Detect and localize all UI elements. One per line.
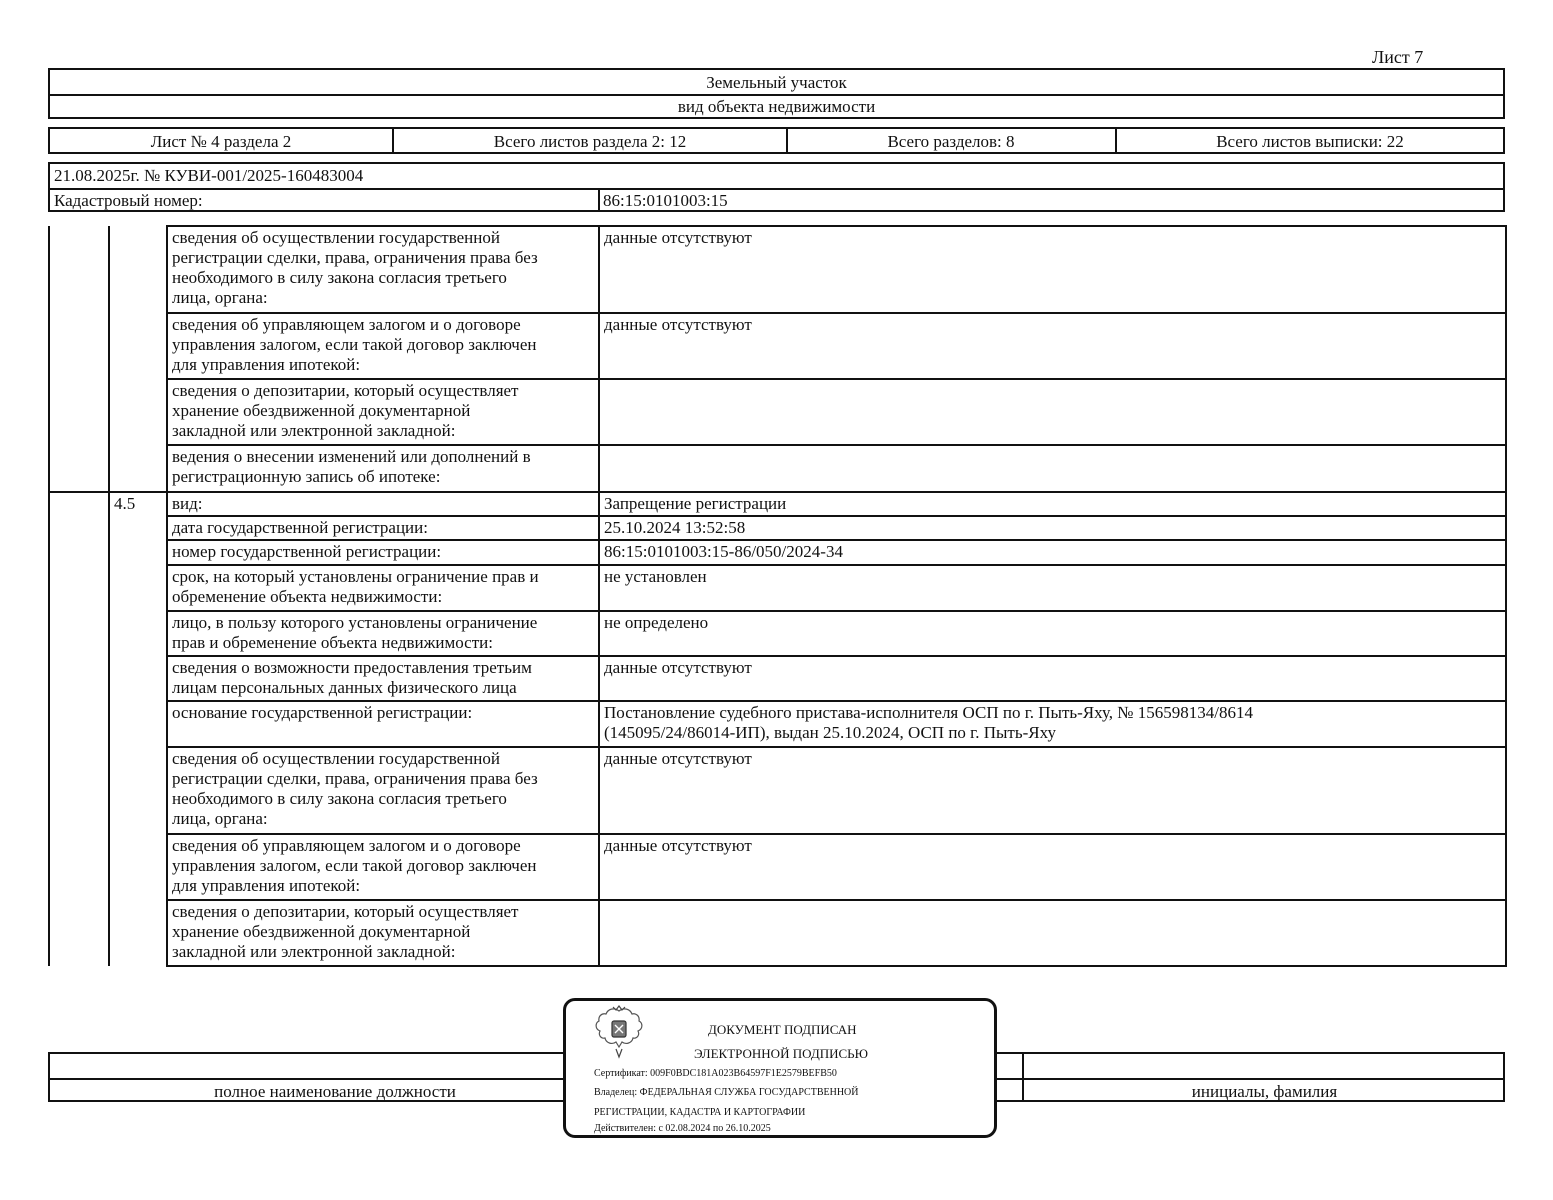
row-blank-cell [49,540,109,565]
row-label: срок, на который установлены ограничение прав и обременение объекта недвижимости: [167,565,599,611]
row-label: основание государственной регистрации: [167,701,599,747]
row-number [109,445,167,492]
sheet-of-section: Лист № 4 раздела 2 [150,132,292,151]
object-type: Земельный участок [706,73,847,92]
row-value: данные отсутствуют [599,226,1506,313]
row-value: Постановление судебного пристава-исполнителя ОСП по г. Пыть-Яху, № 156598134/8614 (145095/24/86014-ИП), выдан 25.10.2024, ОСП по г. Пыть-Яху [599,701,1506,747]
stamp-title-line1: ДОКУМЕНТ ПОДПИСАН [708,1022,857,1037]
sheet-number: Лист 7 [1372,47,1424,67]
table-row [49,656,1506,701]
document-number: 21.08.2025г. № КУВИ-001/2025-160483004 [54,166,364,185]
row-value [599,379,1506,445]
row-label: номер государственной регистрации: [167,540,599,565]
row-number [109,540,167,565]
row-blank-cell [49,379,109,445]
row-value: данные отсутствуют [599,656,1506,701]
row-value: данные отсутствуют [599,834,1506,900]
row-value: не установлен [599,565,1506,611]
table-row [49,565,1506,611]
row-number [109,226,167,313]
stamp-owner-line1: Владелец: ФЕДЕРАЛЬНАЯ СЛУЖБА ГОСУДАРСТВЕННОЙ [594,1087,859,1098]
row-number [109,834,167,900]
row-label: сведения об управляющем залогом и о договоре управления залогом, если такой договор заключен для управления ипотекой: [167,313,599,379]
document-info [48,162,1505,212]
row-number [109,379,167,445]
extract-sheets-count: Всего листов выписки: 22 [1216,132,1404,151]
stamp-title-line2: ЭЛЕКТРОННОЙ ПОДПИСЬЮ [694,1046,868,1061]
table-row [49,747,1506,834]
cadastral-number: 86:15:0101003:15 [603,191,728,210]
row-label: сведения об осуществлении государственной регистрации сделки, права, ограничения права без необходимого в силу закона согласия третьего лица, органа: [167,747,599,834]
row-blank-cell [49,834,109,900]
row-label: сведения о депозитарии, который осуществляет хранение обездвиженной документарной закладной или электронной закладной: [167,900,599,966]
table-row [49,611,1506,656]
row-blank-cell [49,611,109,656]
row-label: лицо, в пользу которого установлены ограничение прав и обременение объекта недвижимости: [167,611,599,656]
section-sheets-count: Всего листов раздела 2: 12 [493,132,687,151]
row-value: не определено [599,611,1506,656]
sections-count: Всего разделов: 8 [887,132,1015,151]
object-type-caption: вид объекта недвижимости [677,97,876,116]
cadastral-label: Кадастровый номер: [54,191,203,210]
row-blank-cell [49,747,109,834]
electronic-signature-stamp [563,998,997,1138]
row-number [109,516,167,540]
position-caption: полное наименование должности [214,1082,456,1101]
row-value: данные отсутствуют [599,313,1506,379]
row-number [109,313,167,379]
table-row [49,445,1506,492]
stamp-validity: Действителен: с 02.08.2024 по 26.10.2025 [594,1123,771,1134]
row-number: 4.5 [109,492,167,516]
row-value: 86:15:0101003:15-86/050/2024-34 [599,540,1506,565]
coat-of-arms-emblem-icon [592,1005,646,1061]
table-row [49,379,1506,445]
object-type-header [48,68,1505,119]
row-value: 25.10.2024 13:52:58 [599,516,1506,540]
row-blank-cell [49,226,109,313]
counters-row [48,127,1505,154]
row-blank-cell [49,445,109,492]
row-blank-cell [49,492,109,516]
stamp-owner-line2: РЕГИСТРАЦИИ, КАДАСТРА И КАРТОГРАФИИ [594,1107,806,1118]
row-label: ведения о внесении изменений или дополнений в регистрационную запись об ипотеке: [167,445,599,492]
row-label: сведения о возможности предоставления третьим лицам персональных данных физического лица [167,656,599,701]
name-caption: инициалы, фамилия [1191,1082,1338,1101]
row-blank-cell [49,516,109,540]
table-row [49,834,1506,900]
row-value [599,445,1506,492]
row-value: Запрещение регистрации [599,492,1506,516]
row-number [109,611,167,656]
row-number [109,565,167,611]
row-label: дата государственной регистрации: [167,516,599,540]
row-blank-cell [49,313,109,379]
row-value [599,900,1506,966]
row-label: вид: [167,492,599,516]
row-blank-cell [49,900,109,966]
row-label: сведения о депозитарии, который осуществляет хранение обездвиженной документарной закладной или электронной закладной: [167,379,599,445]
table-row [49,540,1506,565]
row-number [109,701,167,747]
table-row [49,313,1506,379]
row-blank-cell [49,656,109,701]
table-row [49,516,1506,540]
stamp-certificate: Сертификат: 009F0BDC181A023B64597F1E2579BEFB50 [594,1068,837,1079]
row-number [109,900,167,966]
table-row [49,226,1506,313]
table-row [49,701,1506,747]
encumbrance-table [48,225,1507,967]
table-row [49,900,1506,966]
table-row [49,492,1506,516]
row-blank-cell [49,701,109,747]
row-label: сведения об осуществлении государственной регистрации сделки, права, ограничения права без необходимого в силу закона согласия третьего лица, органа: [167,226,599,313]
row-blank-cell [49,565,109,611]
row-value: данные отсутствуют [599,747,1506,834]
row-label: сведения об управляющем залогом и о договоре управления залогом, если такой договор заключен для управления ипотекой: [167,834,599,900]
row-number [109,747,167,834]
row-number [109,656,167,701]
